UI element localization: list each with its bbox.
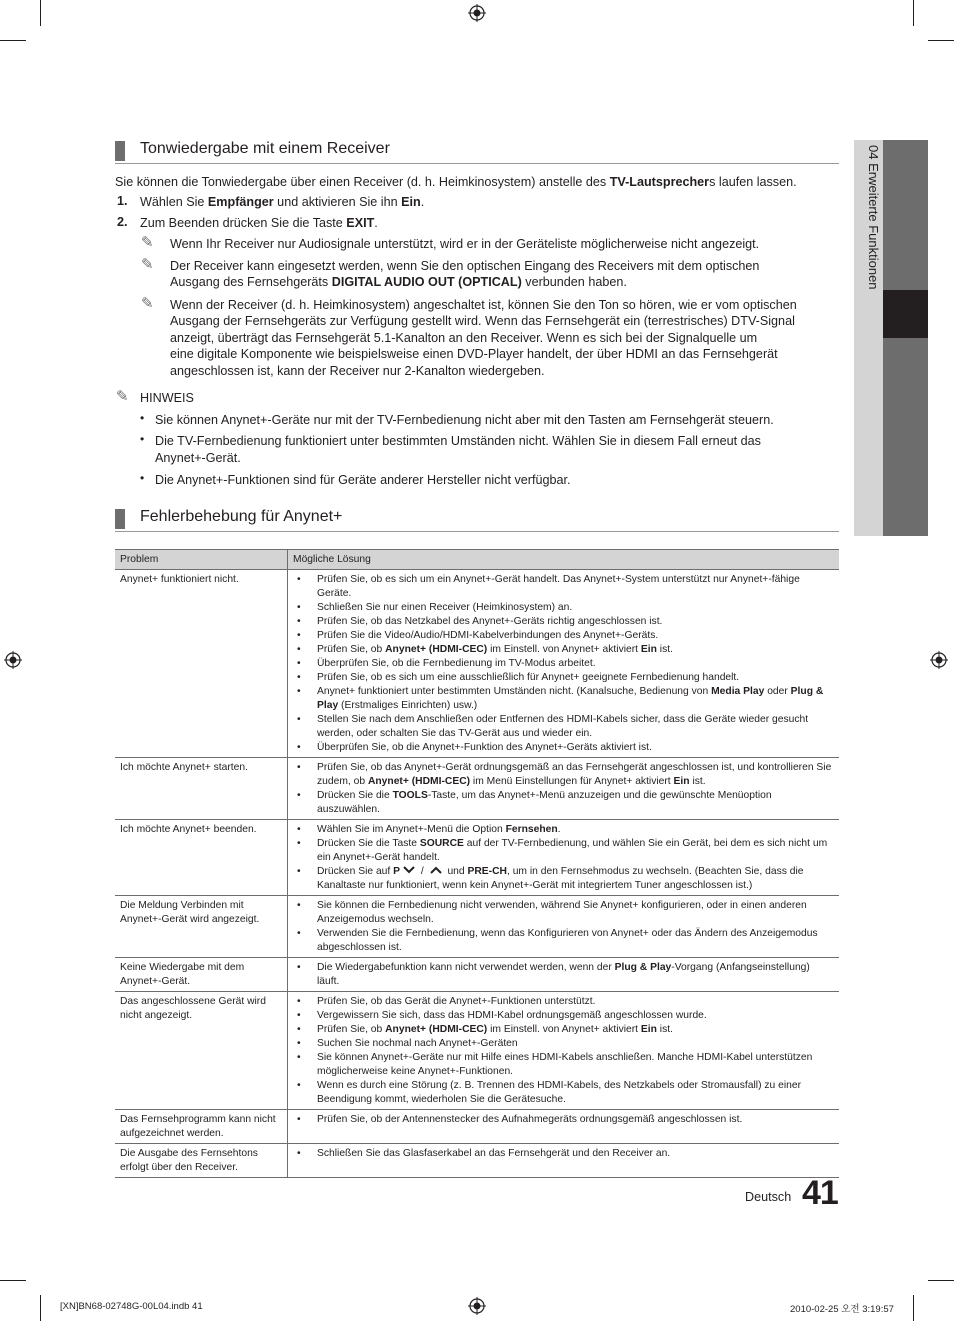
table-row [115,820,839,896]
crop-mark [40,1295,41,1321]
registration-mark-icon [4,651,22,669]
note-2-line: Ausgang des Fernsehgeräts DIGITAL AUDIO OUT (OPTICAL) verbunden haben. [170,275,627,289]
solution-cell [288,820,840,896]
step-number: 1. [117,194,128,208]
note-pencil-icon: ✎ [141,234,154,251]
page-number: 41 [802,1174,838,1212]
bullet-icon: • [140,471,145,485]
solution-cell [288,758,840,820]
column-header-solution: Mögliche Lösung [288,550,840,570]
solution-item: • Verwenden Sie die Fernbedienung, wenn das Konfigurieren von Anynet+ oder das Ändern des Anzeigemodus abgeschlossen ist. [293,927,834,955]
registration-mark-icon [930,651,948,669]
solution-item: • Prüfen Sie, ob der Antennenstecker des Aufnahmegeräts ordnungsgemäß angeschlossen ist. [293,1113,834,1127]
note-3-line: Wenn der Receiver (d. h. Heimkinosystem) angeschaltet ist, können Sie den Ton so hören, wie er vom optischen [170,298,797,312]
crop-mark [0,40,26,41]
solution-item: • Anynet+ funktioniert unter bestimmten Umständen nicht. (Kanalsuche, Bedienung von Media Play oder Plug & Play (Erstmaliges Einrichten) usw.) [293,685,834,713]
step-1: Wählen Sie Empfänger und aktivieren Sie ihn Ein. [140,195,425,209]
solution-cell [288,1144,840,1178]
problem-cell: Das angeschlossene Gerät wird nicht angezeigt. [115,992,288,1110]
registration-mark-icon [468,1297,486,1315]
problem-cell: Keine Wiedergabe mit dem Anynet+-Gerät. [115,958,288,992]
solution-item: • Schließen Sie das Glasfaserkabel an das Fernsehgerät und den Receiver an. [293,1147,834,1161]
hinweis-label: HINWEIS [140,391,194,405]
table-row [115,896,839,958]
intro-paragraph: Sie können die Tonwiedergabe über einen Receiver (d. h. Heimkinosystem) anstelle des TV-Lautsprechers laufen lassen. [115,175,797,189]
problem-cell: Die Ausgabe des Fernsehtons erfolgt über den Receiver. [115,1144,288,1178]
solution-item: • Suchen Sie nochmal nach Anynet+-Geräten [293,1037,834,1051]
column-header-problem: Problem [115,550,288,570]
hint-2-line: Anynet+-Gerät. [155,451,241,465]
section-heading-troubleshooting [115,507,839,532]
crop-mark [928,40,954,41]
solution-item: • Überprüfen Sie, ob die Anynet+-Funktion des Anynet+-Geräts aktiviert ist. [293,741,834,755]
chevron-up-icon [429,865,443,875]
print-slug-file: [XN]BN68-02748G-00L04.indb 41 [60,1301,203,1312]
solution-item: • Drücken Sie die Taste SOURCE auf der TV-Fernbedienung, und wählen Sie ein Gerät, bei dem es sich nicht um ein Anynet+-Gerät handelt. [293,837,834,865]
table-row [115,570,839,758]
section-heading-receiver [115,139,839,164]
note-3-line: anzeigt, überträgt das Fernsehgerät 5.1-Kanalton an den Receiver. Wenn es sich bei der Signalquelle um [170,331,758,345]
solution-cell [288,992,840,1110]
crop-mark [40,0,41,26]
note-3-line: Ausgang der Fernsehgeräts zur Verfügung gestellt wird. Wenn das Fernsehgerät ein (terrestrisches) DTV-Signal [170,314,795,328]
solution-item: • Wählen Sie im Anynet+-Menü die Option Fernsehen. [293,823,834,837]
note-2-line: Der Receiver kann eingesetzt werden, wenn Sie den optischen Eingang des Receivers mit dem optischen [170,259,760,273]
step-number: 2. [117,215,128,229]
solution-item: • Prüfen Sie, ob das Gerät die Anynet+-Funktionen unterstützt. [293,995,834,1009]
hint-2-line: Die TV-Fernbedienung funktioniert unter bestimmten Umständen nicht. Wählen Sie in diesem Fall erneut das [155,434,761,448]
print-slug-date: 2010-02-25 오전 3:19:57 [790,1304,894,1315]
problem-cell: Die Meldung Verbinden mit Anynet+-Gerät wird angezeigt. [115,896,288,958]
hint-3: Die Anynet+-Funktionen sind für Geräte anderer Hersteller nicht verfügbar. [155,473,571,487]
problem-cell: Das Fernsehprogramm kann nicht aufgezeichnet werden. [115,1110,288,1144]
solution-cell [288,896,840,958]
table-row [115,992,839,1110]
table-row [115,958,839,992]
step-2: Zum Beenden drücken Sie die Taste EXIT. [140,216,378,230]
registration-mark-icon [468,4,486,22]
side-tab-active-marker [883,290,928,338]
heading-bar [115,141,125,161]
solution-item: • Stellen Sie nach dem Anschließen oder Entfernen des HDMI-Kabels sicher, dass die Geräte wieder gesucht werden, oder schalten Sie das TV-Gerät aus und wieder ein. [293,713,834,741]
solution-item: • Wenn es durch eine Störung (z. B. Trennen des HDMI-Kabels, des Netzkabels oder Stromausfall) zu einer Beendigung kommt, wiederholen Sie die Gerätesuche. [293,1079,834,1107]
heading-bar [115,509,125,529]
solution-item: • Prüfen Sie, ob es sich um eine ausschließlich für Anynet+ geeignete Fernbedienung handelt. [293,671,834,685]
footer-language: Deutsch [745,1190,792,1204]
solution-item: • Vergewissern Sie sich, dass das HDMI-Kabel ordnungsgemäß angeschlossen wurde. [293,1009,834,1023]
problem-cell: Anynet+ funktioniert nicht. [115,570,288,758]
solution-item: • Sie können die Fernbedienung nicht verwenden, während Sie Anynet+ konfigurieren, oder in einen anderen Anzeigemodus wechseln. [293,899,834,927]
solution-item: • Drücken Sie die TOOLS-Taste, um das Anynet+-Menü anzuzeigen und die gewünschte Menüoption auszuwählen. [293,789,834,817]
crop-mark [913,0,914,26]
table-row [115,1144,839,1178]
solution-cell [288,958,840,992]
bullet-icon: • [140,432,145,446]
note-1: Wenn Ihr Receiver nur Audiosignale unterstützt, wird er in der Geräteliste möglicherweise nicht angezeigt. [170,237,760,251]
side-tab-block [883,140,928,290]
side-tab-block [883,338,928,536]
crop-mark [913,1295,914,1321]
crop-mark [928,1280,954,1281]
table-header-row [115,550,839,570]
solution-item: • Überprüfen Sie, ob die Fernbedienung im TV-Modus arbeitet. [293,657,834,671]
problem-cell: Ich möchte Anynet+ beenden. [115,820,288,896]
solution-item: • Prüfen Sie, ob Anynet+ (HDMI-CEC) im Einstell. von Anynet+ aktiviert Ein ist. [293,643,834,657]
solution-item: • Prüfen Sie, ob das Anynet+-Gerät ordnungsgemäß an das Fernsehgerät angeschlossen ist, und kontrollieren Sie zudem, ob Anynet+ (HDMI-CEC) im Menü Einstellungen für Anynet+ aktiviert Ein ist. [293,761,834,789]
chevron-down-icon [402,865,416,875]
solution-item: • Prüfen Sie, ob Anynet+ (HDMI-CEC) im Einstell. von Anynet+ aktiviert Ein ist. [293,1023,834,1037]
solution-item: • Die Wiedergabefunktion kann nicht verwendet werden, wenn der Plug & Play-Vorgang (Anfangseinstellung) läuft. [293,961,834,989]
solution-item: • Drücken Sie auf P / und PRE-CH, um in den Fernsehmodus zu wechseln. (Beachten Sie, dass die Kanaltaste nur funktioniert, wenn kein Anynet+-Gerät mit integriertem Tuner angeschlossen ist.) [293,865,834,893]
note-pencil-icon: ✎ [116,388,129,405]
troubleshooting-table [115,549,839,1178]
solution-item: • Sie können Anynet+-Geräte nur mit Hilfe eines HDMI-Kabels anschließen. Manche HDMI-Kabel unterstützen möglicherweise keine Anynet+-Funktionen. [293,1051,834,1079]
section-title: Tonwiedergabe mit einem Receiver [140,140,390,157]
table-row [115,1110,839,1144]
chapter-label: 04 Erweiterte Funktionen [866,145,881,290]
solution-item: • Schließen Sie nur einen Receiver (Heimkinosystem) an. [293,601,834,615]
solution-item: • Prüfen Sie, ob es sich um ein Anynet+-Gerät handelt. Das Anynet+-System unterstützt nur Anynet+-fähige Geräte. [293,573,834,601]
table-row [115,758,839,820]
note-pencil-icon: ✎ [141,256,154,273]
section-title: Fehlerbehebung für Anynet+ [140,508,343,525]
bullet-icon: • [140,411,145,425]
solution-item: • Prüfen Sie die Video/Audio/HDMI-Kabelverbindungen des Anynet+-Geräts. [293,629,834,643]
crop-mark [0,1280,26,1281]
solution-cell [288,1110,840,1144]
note-3-line: angeschlossen ist, kann der Receiver nur 2-Kanalton wiedergeben. [170,364,545,378]
problem-cell: Ich möchte Anynet+ starten. [115,758,288,820]
hint-1: Sie können Anynet+-Geräte nur mit der TV-Fernbedienung nicht aber mit den Tasten am Fernsehgerät steuern. [155,413,774,427]
solution-cell [288,570,840,758]
note-pencil-icon: ✎ [141,295,154,312]
solution-item: • Prüfen Sie, ob das Netzkabel des Anynet+-Geräts richtig angeschlossen ist. [293,615,834,629]
note-3-line: eine digitale Komponente wie beispielsweise einen DVD-Player handelt, der über HDMI an das Fernsehgerät [170,347,778,361]
